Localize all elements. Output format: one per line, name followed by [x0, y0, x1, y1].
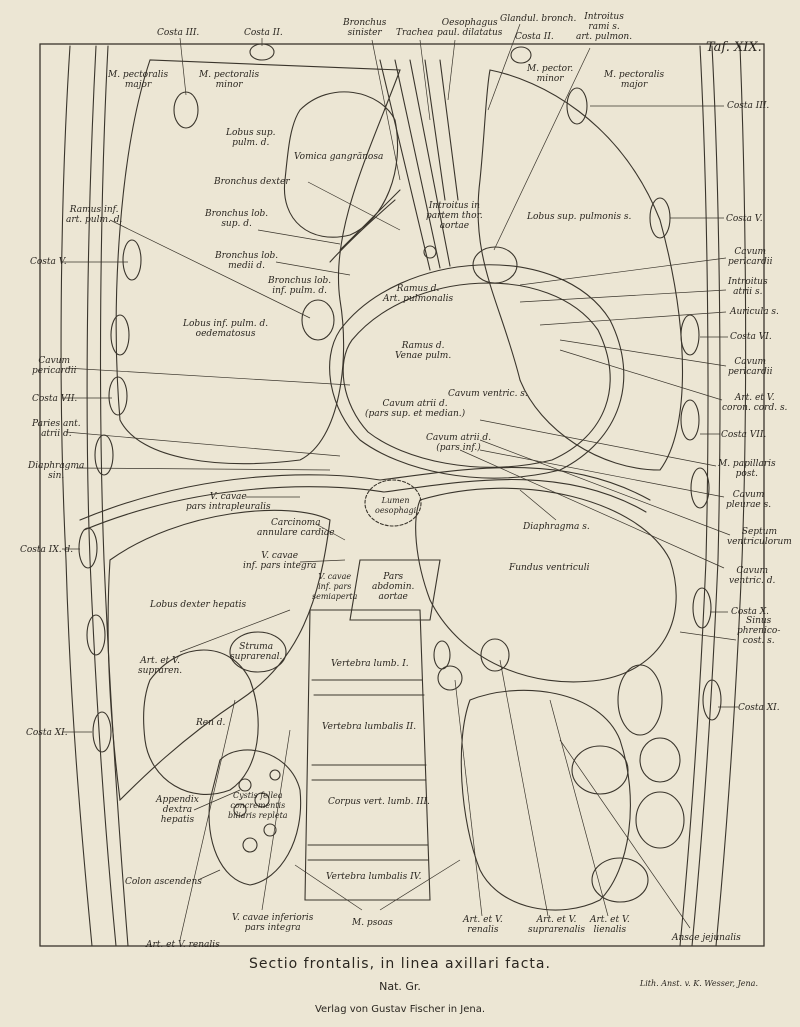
left-lung-outline	[478, 70, 682, 470]
label-appendix: Appendix dextra hepatis	[156, 795, 199, 825]
label-art-v-suprarenalis: Art. et V. suprarenalis	[528, 915, 586, 935]
label-costa-iii-left: Costa III.	[157, 28, 200, 38]
label-costa-xi-left: Costa XI.	[26, 728, 68, 738]
label-cavum-ventric-s: Cavum ventric. s.	[448, 389, 528, 399]
label-costa-x: Costa X.	[731, 607, 770, 617]
label-art-v-renalis-bottom: Art. et V. renalis	[463, 915, 503, 935]
label-costa-vi: Costa VI.	[730, 332, 772, 342]
label-m-pectoralis-minor-left: M. pectoralis minor	[199, 70, 260, 90]
body-wall-left	[61, 46, 92, 946]
label-bronchus-lob-medii: Bronchus lob. medii d.	[215, 251, 279, 271]
label-costa-v-left: Costa V.	[30, 257, 67, 267]
label-costa-iii-right: Costa III.	[727, 101, 770, 111]
label-diaphragma-sin: Diaphragma sin.	[28, 461, 85, 481]
label-auricula: Auricula s.	[730, 307, 779, 317]
label-introitus-partem: Introitus in partem thor. aortae	[426, 201, 483, 231]
label-costa-vii-left: Costa VII.	[32, 394, 78, 404]
label-cavum-pericardii-right-1: Cavum pericardii	[728, 247, 773, 267]
label-art-v-renalis-left: Art. et V. renalis	[146, 940, 220, 950]
label-bronchus-dexter: Bronchus dexter	[214, 177, 290, 187]
label-colon-ascendens: Colon ascendens	[125, 877, 202, 887]
label-lobus-dexter-hepatis: Lobus dexter hepatis	[150, 600, 247, 610]
label-m-papillaris: M. papillaris post.	[718, 459, 776, 479]
label-ansae-jejunalis: Ansae jejunalis	[672, 933, 741, 943]
label-oesophagus: Oesophagus paul. dilatatus	[437, 18, 503, 38]
label-costa-vii-right: Costa VII.	[721, 430, 767, 440]
label-septum-ventric: Septum ventriculorum	[727, 527, 792, 547]
label-cavum-ventric-d: Cavum ventric. d.	[729, 566, 776, 586]
label-cavum-pericardii-left: Cavum pericardii	[32, 356, 77, 376]
label-diaphragma-s: Diaphragma s.	[523, 522, 590, 532]
label-sinus-phrenico: Sinus phrenico- cost. s.	[737, 616, 781, 646]
stomach-outline	[416, 488, 676, 682]
plate-frame	[40, 44, 767, 946]
label-glandul-bronch: Glandul. bronch.	[500, 14, 577, 24]
label-lumen-oesophagi: Lumen oesophagi	[375, 496, 417, 515]
label-vomica: Vomica gangränosa	[294, 152, 384, 162]
spine-column	[305, 610, 430, 900]
diaphragm-line	[80, 468, 650, 521]
label-struma: Struma suprarenal.	[230, 642, 283, 662]
label-bronchus-lob-inf: Bronchus lob. inf. pulm. d.	[268, 276, 332, 296]
label-m-pector-minor-right: M. pector. minor	[527, 64, 574, 84]
label-v-cavae-semiaperta: V. cavae inf. pars semiaperta	[312, 572, 358, 601]
label-art-v-lienalis: Art. et V. lienalis	[590, 915, 630, 935]
plate-number: Taf. XIX.	[706, 40, 762, 55]
label-bronchus-lob-sup: Bronchus lob. sup. d.	[205, 209, 269, 229]
label-costa-v-right: Costa V.	[726, 214, 763, 224]
label-vertebra-lumb-i: Vertebra lumb. I.	[331, 659, 409, 669]
label-introitus-atrii: Introitus atrii s.	[728, 277, 768, 297]
label-lobus-inf-d: Lobus inf. pulm. d. oedematosus	[183, 319, 269, 339]
vomica-cavity	[284, 92, 397, 237]
intestine-loops	[461, 690, 630, 910]
label-vertebra-lumbalis-ii: Vertebra lumbalis II.	[322, 722, 417, 732]
label-cavum-pleurae: Cavum pleurae s.	[726, 490, 772, 510]
label-ramus-art-pulm: Ramus d. Art. pulmonalis	[383, 284, 454, 304]
plate-title: Sectio frontalis, in linea axillari facta.	[249, 956, 551, 972]
label-carcinoma: Carcinoma annulare cardiae	[257, 518, 335, 538]
label-costa-ix: Costa IX. d.	[20, 545, 74, 555]
label-ren-d: Ren d.	[196, 718, 226, 728]
label-costa-xi-right: Costa XI.	[738, 703, 780, 713]
label-vertebra-lumbalis-iv: Vertebra lumbalis IV.	[326, 872, 422, 882]
label-cystis-fellea: Cystis fellea concrementis biliaris repleta	[228, 791, 288, 820]
label-trachea: Trachea	[396, 28, 434, 38]
scale-note: Nat. Gr.	[379, 980, 421, 993]
label-lobus-sup-d: Lobus sup. pulm. d.	[226, 128, 276, 148]
label-costa-ii-left: Costa II.	[244, 28, 283, 38]
label-cavum-atrii-inf: Cavum atrii d. (pars inf.)	[426, 433, 492, 453]
label-ramus-venae: Ramus d. Venae pulm.	[395, 341, 452, 361]
label-art-v-supraren: Art. et V. supraren.	[138, 656, 183, 676]
label-m-pectoralis-major-right: M. pectoralis major	[604, 70, 665, 90]
label-costa-ii-right: Costa II.	[515, 32, 554, 42]
label-m-psoas: M. psoas	[352, 918, 393, 928]
label-v-cavae-intrapleuralis: V. cavae pars intrapleuralis	[186, 492, 271, 512]
label-corpus-vert: Corpus vert. lumb. III.	[328, 797, 430, 807]
label-cavum-atrii-sup: Cavum atrii d. (pars sup. et median.)	[365, 399, 466, 419]
label-cavum-pericardii-right-2: Cavum pericardii	[728, 357, 773, 377]
lithographer-credit: Lith. Anst. v. K. Wesser, Jena.	[639, 979, 758, 988]
label-v-cavae-inferioris: V. cavae inferioris pars integra	[232, 913, 314, 933]
label-fundus-ventriculi: Fundus ventriculi	[509, 563, 590, 573]
label-pars-abdomin: Pars abdomin. aortae	[372, 572, 415, 602]
label-art-coron: Art. et V. coron. cord. s.	[722, 393, 788, 413]
label-m-pectoralis-major-left: M. pectoralis major	[108, 70, 169, 90]
label-v-cavae-inf-integra: V. cavae inf. pars integra	[243, 551, 317, 571]
label-ramus-inf: Ramus inf. art. pulm. d.	[66, 205, 123, 225]
publisher-credit: Verlag von Gustav Fischer in Jena.	[314, 1004, 486, 1015]
label-lobus-sup-s: Lobus sup. pulmonis s.	[527, 212, 632, 222]
label-paries-atrii: Paries ant. atrii d.	[32, 419, 81, 439]
label-bronchus-sinister: Bronchus sinister	[343, 18, 387, 38]
label-introitus-rami: Introitus rami s. art. pulmon.	[576, 12, 633, 42]
